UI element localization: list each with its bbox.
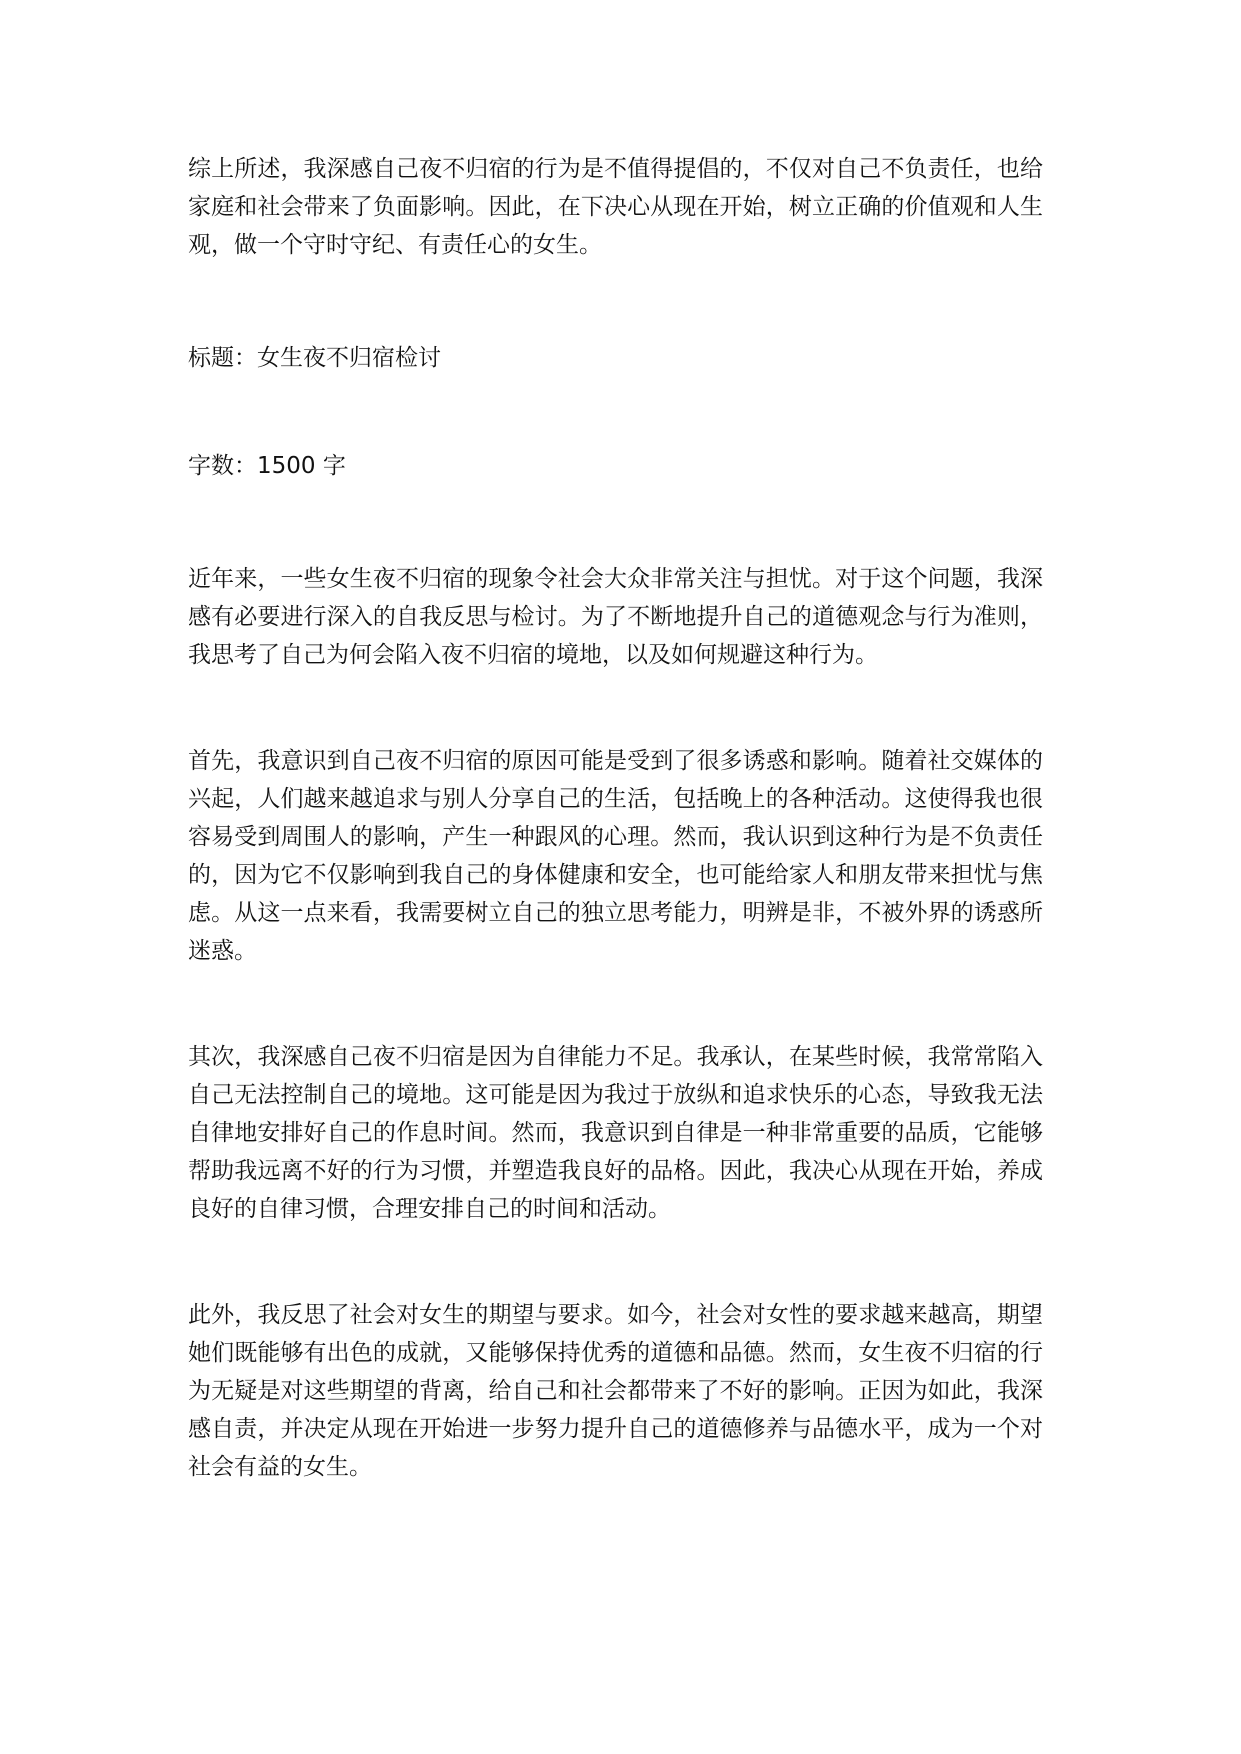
second-point-paragraph: 其次，我深感自己夜不归宿是因为自律能力不足。我承认，在某些时候，我常常陷入自己无法控制自己的境地。这可能是因为我过于放纵和追求快乐的心态，导致我无法自律地安排好自己的作息时间。然而，我意识到自律是一种非常重要的品质，它能够帮助我远离不好的行为习惯，并塑造我良好的品格。因此，我决心从现在开始，养成良好的自律习惯，合理安排自己的时间和活动。 <box>188 1044 1043 1222</box>
document-page <box>188 150 1043 1486</box>
first-point-paragraph: 首先，我意识到自己夜不归宿的原因可能是受到了很多诱惑和影响。随着社交媒体的兴起，人们越来越追求与别人分享自己的生活，包括晚上的各种活动。这使得我也很容易受到周围人的影响，产生一种跟风的心理。然而，我认识到这种行为是不负责任的，因为它不仅影响到我自己的身体健康和安全，也可能给家人和朋友带来担忧与焦虑。从这一点来看，我需要树立自己的独立思考能力，明辨是非，不被外界的诱惑所迷惑。 <box>188 748 1043 964</box>
conclusion-paragraph: 综上所述，我深感自己夜不归宿的行为是不值得提倡的，不仅对自己不负责任，也给家庭和社会带来了负面影响。因此，在下决心从现在开始，树立正确的价值观和人生观，做一个守时守纪、有责任心的女生。 <box>188 156 1043 258</box>
third-point-paragraph: 此外，我反思了社会对女生的期望与要求。如今，社会对女性的要求越来越高，期望她们既能够有出色的成就，又能够保持优秀的道德和品德。然而，女生夜不归宿的行为无疑是对这些期望的背离，给自己和社会都带来了不好的影响。正因为如此，我深感自责，并决定从现在开始进一步努力提升自己的道德修养与品德水平，成为一个对社会有益的女生。 <box>188 1302 1043 1480</box>
word-count-line: 字数：1500 字 <box>188 453 346 479</box>
intro-paragraph: 近年来，一些女生夜不归宿的现象令社会大众非常关注与担忧。对于这个问题，我深感有必要进行深入的自我反思与检讨。为了不断地提升自己的道德观念与行为准则，我思考了自己为何会陷入夜不归宿的境地，以及如何规避这种行为。 <box>188 566 1043 668</box>
title-line: 标题：女生夜不归宿检讨 <box>188 345 441 371</box>
